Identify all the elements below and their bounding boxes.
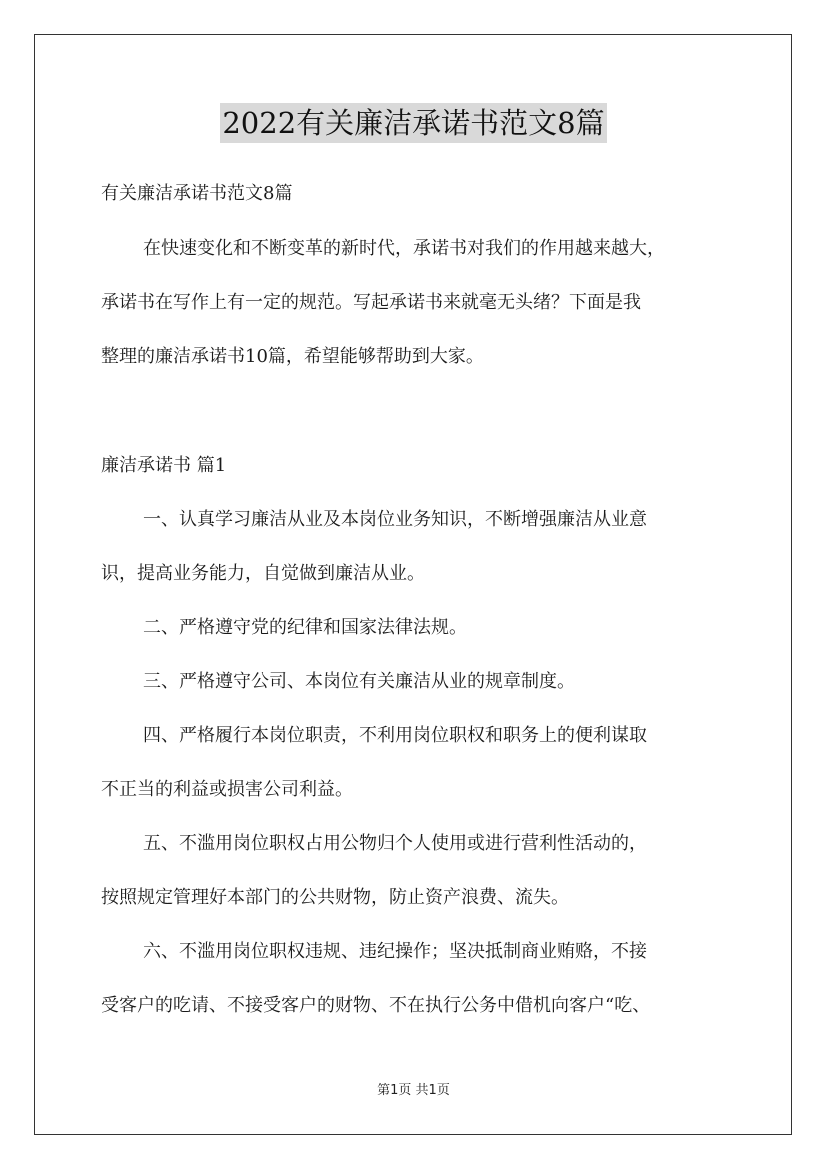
- paragraph-line: 不正当的利益或损害公司利益。: [101, 779, 353, 800]
- paragraph-line: 按照规定管理好本部门的公共财物，防止资产浪费、流失。: [101, 887, 569, 908]
- paragraph-line: 承诺书在写作上有一定的规范。写起承诺书来就毫无头绪？下面是我: [101, 292, 641, 313]
- paragraph-line: 六、不滥用岗位职权违规、违纪操作；坚决抵制商业贿赂，不接: [143, 941, 647, 962]
- document-title: 2022有关廉洁承诺书范文8篇: [220, 103, 606, 143]
- paragraph-line: 五、不滥用岗位职权占用公物归个人使用或进行营利性活动的，: [143, 833, 647, 854]
- page-footer: 第1页 共1页: [377, 1083, 450, 1098]
- paragraph-line: 三、严格遵守公司、本岗位有关廉洁从业的规章制度。: [143, 671, 575, 692]
- title-container: [0, 103, 827, 143]
- paragraph-line: 整理的廉洁承诺书10篇，希望能够帮助到大家。: [101, 346, 484, 367]
- paragraph-line: 受客户的吃请、不接受客户的财物、不在执行公务中借机向客户“吃、: [101, 995, 651, 1016]
- paragraph-line: 四、严格履行本岗位职责，不利用岗位职权和职务上的便利谋取: [143, 725, 647, 746]
- paragraph-line: 在快速变化和不断变革的新时代，承诺书对我们的作用越来越大，: [143, 238, 665, 259]
- section-heading: 廉洁承诺书 篇1: [101, 455, 227, 476]
- paragraph-line: 二、严格遵守党的纪律和国家法律法规。: [143, 617, 467, 638]
- paragraph-line: 识，提高业务能力，自觉做到廉洁从业。: [101, 563, 425, 584]
- paragraph-line: 一、认真学习廉洁从业及本岗位业务知识，不断增强廉洁从业意: [143, 509, 647, 530]
- document-subtitle: 有关廉洁承诺书范文8篇: [101, 183, 293, 204]
